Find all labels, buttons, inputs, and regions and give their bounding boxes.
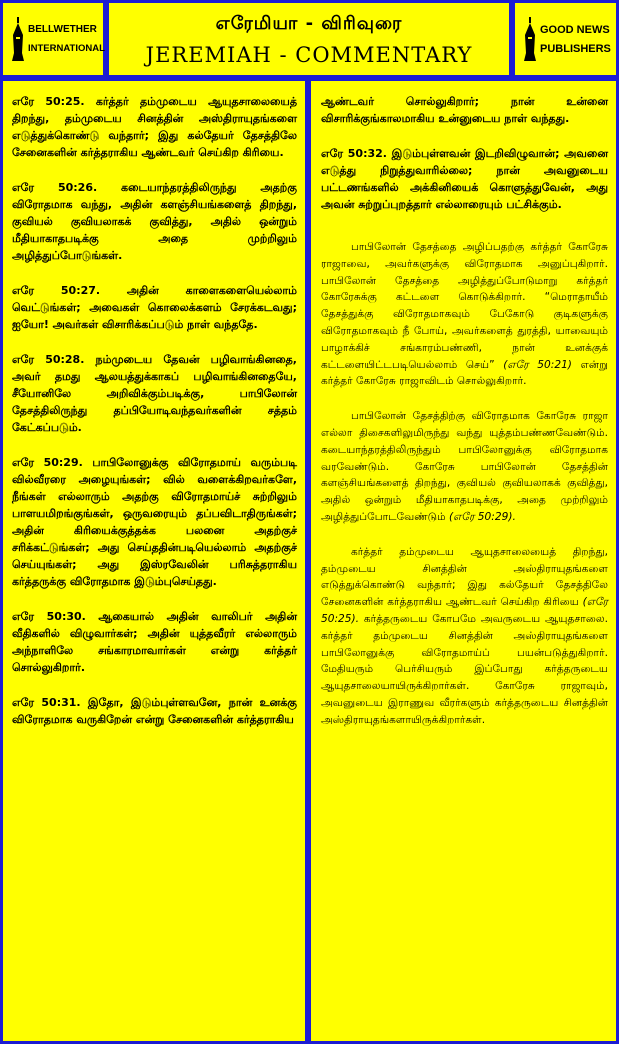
scripture-reference: (எரே 50:25). [321,596,608,625]
right-logo-line1: GOOD NEWS [540,24,610,36]
bellwether-logo [3,3,103,75]
left-column [3,81,305,1041]
good-news-logo [515,3,616,75]
commentary-text: பாபிலோன் தேசத்தை அழிப்பதற்கு கர்த்தர் கோரேசு ராஜாவை, அவர்களுக்கு விரோதமாக அனுப்புகிறார். பாபிலோன் தேசத்தை அழித்துப்போடுமாறு கர்த்தர் கோரேசுக்கு கட்டளை கொடுக்கிறார். “மெராதாயீம் தேசத்துக்கு விரோதமாகவும் பேகோடு குடிகளுக்கு விரோதமாகவும் நீ போய், அவர்களைத் துரத்தி, யாவையும் பாழாக்கிச் சங்காரம்பண்ணி, நான் உனக்குக் கட்டளையிட்டபடியெல்லாம் செய்” [321,241,608,371]
scripture-reference: (எரே 50:21) [503,358,572,371]
left-logo-line1: BELLWETHER [28,24,97,35]
verse-50-26: எரே 50:26. கடையாந்தரத்திலிருந்து அதற்கு விரோதமாக வந்து, அதின் களஞ்சியங்களைத் திறந்து, குவியல் குவியலாகக் குவித்து, அதில் ஒன்றும் மீதியாகாதபடிக்கு அதை முற்றிலும் அழித்துப்போடுங்கள். [12,181,297,262]
verse-50-30: எரே 50:30. ஆகையால் அதின் வாலிபர் அதின் வீதிகளில் விழுவார்கள்; அதின் யுத்தவீரர் எல்லாரும் அந்நாளிலே சங்காரமாவார்கள் என்று கர்த்தர் சொல்லுகிறார். [12,610,297,674]
verse-50-31-continued: ஆண்டவர் சொல்லுகிறார்; நான் உன்னை விசாரிக்குங்காலமாகிய உன்னுடைய நாள் வந்தது. [321,95,608,125]
commentary-paragraph-2 [321,408,608,526]
verse-50-25: எரே 50:25. கர்த்தர் தம்முடைய ஆயுதசாலையைத் திறந்து, தம்முடைய சினத்தின் அஸ்திராயுதங்களை எடுத்துக்கொண்டு வந்தார்; இது கல்தேயர் தேசத்திலே சேனைகளின் கர்த்தராகிய ஆண்டவர் செய்கிற கிரியை. [12,95,297,159]
verse-50-31: எரே 50:31. இதோ, இடும்புள்ளவனே, நான் உனக்கு விரோதமாக வருகிறேன் என்று சேனைகளின் கர்த்தராகிய [12,696,297,726]
right-column [311,81,616,1041]
scripture-reference: (எரே 50:29). [449,510,516,523]
verse-50-32: எரே 50:32. இடும்புள்ளவன் இடறிவிழுவான்; அவனை எடுத்து நிறுத்துவாரில்லை; நான் அவனுடைய பட்டணங்களில் அக்கினியைக் கொளுத்துவேன், அது அவன் சுற்றுப்புறத்தார் எல்லாரையும் பட்சிக்கும். [321,147,608,211]
verse-50-28: எரே 50:28. நம்முடைய தேவன் பழிவாங்கினதை, அவர் தமது ஆலயத்துக்காகப் பழிவாங்கினதையே, சீயோனிலே அறிவிக்கும்படிக்கு, பாபிலோன் தேசத்திலிருந்து தப்பியோடிவந்தவர்களின் சத்தம் கேட்கப்படும். [12,353,297,434]
commentary-text: என்று கர்த்தர் கோரேசு ராஜாவிடம் சொல்லுகிறார். [321,358,608,388]
bell-icon [523,17,537,63]
right-logo-line2: PUBLISHERS [540,43,611,55]
commentary-text: கர்த்தர் தம்முடைய ஆயுதசாலையைத் திறந்து, தம்முடைய சினத்தின் அஸ்திராயுதங்களை எடுத்துக்கொண்டு வந்தார்; இது கல்தேயர் தேசத்திலே சேனைகளின் கர்த்தராகிய ஆண்டவர் செய்கிற கிரியை [321,545,608,609]
tamil-title: எரேமியா - விரிவுரை [215,13,403,34]
verse-50-29: எரே 50:29. பாபிலோனுக்கு விரோதமாய் வரும்படி வில்வீரரை அழையுங்கள்; வில் வளைக்கிறவர்களே, நீங்கள் எல்லாரும் அதற்கு விரோதமாய்ச் சுற்றிலும் பாளயமிறங்குங்கள், ஒருவரையும் தப்பவிடாதிருங்கள்; அதின் கிரியைக்குத்தக்க பலனை அதற்குச் சரிக்கட்டுங்கள்; அது செய்ததின்படியெல்லாம் அதற்குச் செய்யுங்கள்; அது இஸ்ரவேலின் பரிசுத்தராகிய கர்த்தருக்கு விரோதமாக இடும்புசெய்தது. [12,456,297,588]
commentary-text: பாபிலோன் தேசத்திற்கு விரோதமாக கோரேசு ராஜா எல்லா திசைகளிலுமிருந்து வந்து யுத்தம்பண்ணவேண்டும். கடையாந்தரத்திலிருந்தும் பாபிலோனுக்கு விரோதமாக வரவேண்டும். கோரேசு பாபிலோன் தேசத்தின் களஞ்சியங்களைத் திறந்து, குவியல் குவியலாகக் குவித்து, அதில் ஒன்றும் மீதியாகாதபடிக்கு, அதை முற்றிலும் அழித்துப்போடவேண்டும் [321,410,608,523]
bell-icon [11,17,25,63]
page-header [109,3,509,75]
left-logo-line2: INTERNATIONAL [28,43,105,54]
commentary-paragraph-1 [321,239,608,390]
verse-50-27: எரே 50:27. அதின் காளைகளையெல்லாம் வெட்டுங்கள்; அவைகள் கொலைக்களம் சேரக்கடவது; ஐயோ! அவர்கள் விசாரிக்கப்படும் நாள் வந்ததே. [12,284,297,331]
commentary-text: கர்த்தருடைய கோபமே அவருடைய ஆயுதசாலை. கர்த்தர் தம்முடைய சினத்தின் அஸ்திராயுதங்களை பாபிலோனுக்கு விரோதமாய்ப் பயன்படுத்துகிறார். மேதியரும் பெர்சியரும் இப்போது கர்த்தருடைய ஆயுதசாலையாயிருக்கிறார்கள். கோரேசு ராஜாவும், அவனுடைய இராணுவ வீரர்களும் கர்த்தருடைய சினத்தின் அஸ்திராயுதங்களாயிருக்கிறார்கள். [321,612,608,726]
commentary-paragraph-3 [321,544,608,729]
english-title: JEREMIAH - COMMENTARY [145,43,473,67]
